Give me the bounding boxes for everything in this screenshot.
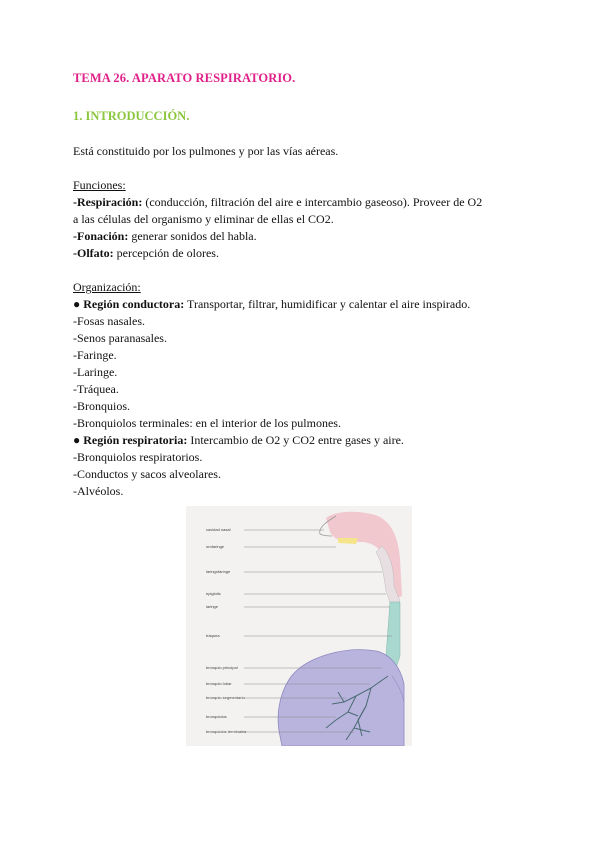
funcion-fonacion bbox=[73, 228, 257, 245]
respiratoria-text: Intercambio de O2 y CO2 entre gases y aire. bbox=[187, 433, 404, 447]
figure-label: laringe bbox=[206, 604, 219, 609]
fonacion-text: generar sonidos del habla. bbox=[128, 229, 257, 243]
figure-label: bronquio principal bbox=[206, 665, 238, 670]
figure-label: epiglotis bbox=[206, 591, 221, 596]
region-conductora bbox=[73, 296, 470, 313]
list-item: -Bronquiolos terminales: en el interior de los pulmones. bbox=[73, 416, 341, 430]
figure-label: laringofaringe bbox=[206, 569, 231, 574]
figure-label: bronquio lobar bbox=[206, 681, 232, 686]
figure-label: cavidad nasal bbox=[206, 527, 231, 532]
list-item: -Fosas nasales. bbox=[73, 314, 145, 328]
respiracion-text-continued: a las células del organismo y eliminar de ellas el CO2. bbox=[73, 212, 334, 226]
document-title: TEMA 26. APARATO RESPIRATORIO. bbox=[73, 71, 296, 85]
list-item: -Senos paranasales. bbox=[73, 331, 167, 345]
olfato-text: percepción de olores. bbox=[113, 246, 219, 260]
figure-label: bronquiolos bbox=[206, 714, 227, 719]
list-item: -Bronquios. bbox=[73, 399, 130, 413]
intro-paragraph: Está constituido por los pulmones y por las vías aéreas. bbox=[73, 144, 339, 158]
list-item: -Bronquiolos respiratorios. bbox=[73, 450, 203, 464]
region-respiratoria bbox=[73, 432, 404, 449]
conductora-label: ● Región conductora: bbox=[73, 297, 185, 311]
fonacion-label: -Fonación: bbox=[73, 229, 129, 243]
figure-label: bronquio segmentario bbox=[206, 695, 245, 700]
palate-shape bbox=[338, 538, 358, 544]
list-item: -Laringe. bbox=[73, 365, 118, 379]
list-item: -Tráquea. bbox=[73, 382, 119, 396]
conductora-text: Transportar, filtrar, humidificar y calentar el aire inspirado. bbox=[184, 297, 471, 311]
figure-label: bronquiolos terminales bbox=[206, 729, 247, 734]
figure-label: tráquea bbox=[206, 633, 220, 638]
list-item: -Conductos y sacos alveolares. bbox=[73, 467, 221, 481]
list-item: -Faringe. bbox=[73, 348, 117, 362]
respiratory-diagram-svg bbox=[186, 506, 412, 746]
funcion-respiracion bbox=[73, 194, 482, 211]
organizacion-heading: Organización: bbox=[73, 280, 141, 294]
respiratoria-label: ● Región respiratoria: bbox=[73, 433, 188, 447]
list-item: -Alvéolos. bbox=[73, 484, 124, 498]
funcion-olfato bbox=[73, 245, 219, 262]
figure-label: orofaringe bbox=[206, 544, 225, 549]
respiratory-diagram bbox=[186, 506, 412, 746]
section-heading: 1. INTRODUCCIÓN. bbox=[73, 109, 190, 123]
funciones-heading: Funciones: bbox=[73, 178, 126, 192]
olfato-label: -Olfato: bbox=[73, 246, 114, 260]
respiracion-text: (conducción, filtración del aire e intercambio gaseoso). Proveer de O2 bbox=[142, 195, 483, 209]
respiracion-label: -Respiración: bbox=[73, 195, 143, 209]
